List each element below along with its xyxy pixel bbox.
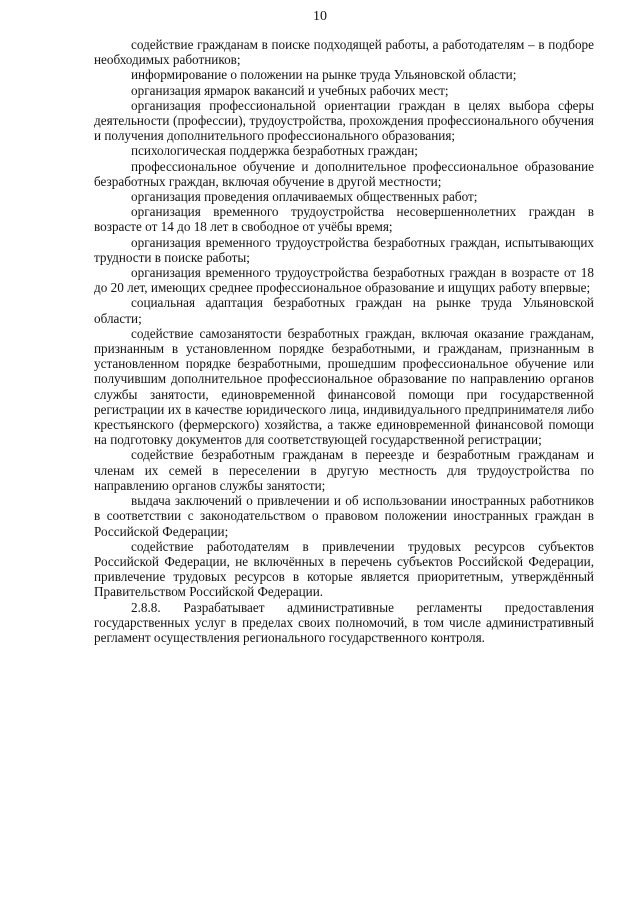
paragraph: содействие гражданам в поиске подходящей работы, а работодателям – в подборе необходимых работников; [94,37,594,68]
paragraph: организация профессиональной ориентации граждан в целях выбора сферы деятельности (профессии), трудоустройства, прохождения профессионального обучения и получения дополнительного профессионального образования; [94,97,594,144]
paragraph: организация временного трудоустройства безработных граждан в возрасте от 18 до 20 лет, имеющих среднее профессиональное образование и ищущих работу впервые; [94,265,594,296]
paragraph: профессиональное обучение и дополнительное профессиональное образование безработных граждан, включая обучение в другой местности; [94,158,594,189]
paragraph: содействие безработным гражданам в переезде и безработным гражданам и членам их семей в переселении в другую местность для трудоустройства по направлению органов службы занятости; [94,447,594,493]
paragraph: организация проведения оплачиваемых общественных работ; [131,189,478,205]
paragraph: организация временного трудоустройства безработных граждан, испытывающих трудности в поиске работы; [94,234,594,265]
paragraph: организация ярмарок вакансий и учебных рабочих мест; [131,82,449,98]
document-body [94,37,594,645]
paragraph: психологическая поддержка безработных граждан; [131,143,418,159]
page-number: 10 [313,9,327,24]
paragraph: 2.8.8. Разрабатывает административные регламенты предоставления государственных услуг в пределах своих полномочий, в том числе административный регламент осуществления регионального государственного контроля. [94,599,594,645]
paragraph: организация временного трудоустройства несовершеннолетних граждан в возрасте от 14 до 18 лет в свободное от учёбы время; [94,204,594,235]
paragraph: социальная адаптация безработных граждан на рынке труда Ульяновской области; [94,295,594,326]
paragraph: информирование о положении на рынке труда Ульяновской области; [131,67,517,83]
paragraph: содействие самозанятости безработных граждан, включая оказание гражданам, признанным в установленном порядке безработными, и гражданам, признанным в установленном порядке безработными, прошедшим профессиональное обучение или получившим дополнительное профессиональное образование по направлению органов службы занятости, единовременной финансовой помощи при государственной регистрации их в качестве юридического лица, индивидуального предпринимателя либо крестьянского (фермерского) хозяйства, а также единовременной финансовой помощи на подготовку документов для соответствующей государственной регистрации; [94,325,594,448]
paragraph: выдача заключений о привлечении и об использовании иностранных работников в соответствии с законодательством о правовом положении иностранных граждан в Российской Федерации; [94,493,594,539]
paragraph: содействие работодателям в привлечении трудовых ресурсов субъектов Российской Федерации, не включённых в перечень субъектов Российской Федерации, привлечение трудовых ресурсов в которые является приоритетным, утверждённый Правительством Российской Федерации. [94,538,594,600]
